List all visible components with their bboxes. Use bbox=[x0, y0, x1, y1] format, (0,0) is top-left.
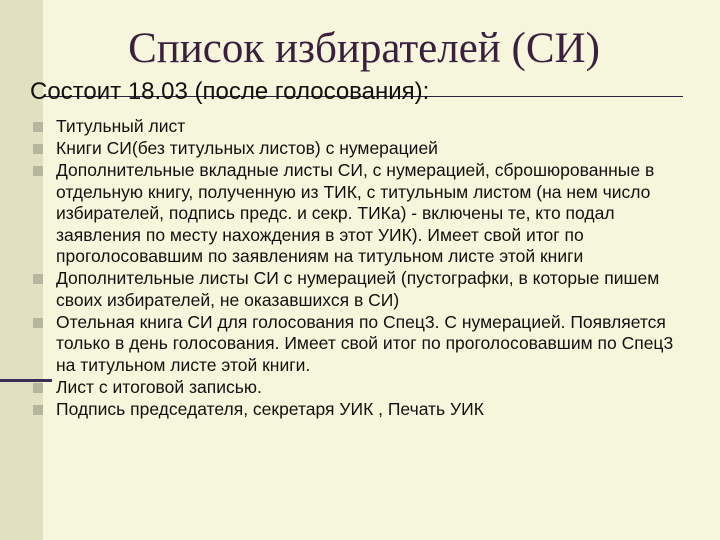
slide-title: Список избирателей (СИ) bbox=[128, 25, 600, 72]
list-item bbox=[0, 268, 720, 311]
list-item-text: Отельная книга СИ для голосования по Спец3. С нумерацией. Появляется только в день голосования. Имеет свой итог по проголосовавшим по Спец3 на титульном листе этой книги. bbox=[56, 311, 674, 375]
list-item-text: Книги СИ(без титульных листов) с нумерацией bbox=[56, 138, 438, 158]
list-item bbox=[0, 160, 720, 268]
list-item-text: Лист с итоговой записью. bbox=[56, 376, 262, 397]
square-bullet-icon bbox=[33, 318, 43, 328]
square-bullet-icon bbox=[33, 122, 43, 132]
square-bullet-icon bbox=[33, 144, 43, 154]
list-item bbox=[0, 138, 720, 160]
bullet-list bbox=[0, 116, 720, 421]
list-item-text: Титульный лист bbox=[56, 116, 186, 136]
list-item bbox=[0, 399, 720, 421]
list-item-text: Дополнительные листы СИ с нумерацией (пустографки, в которые пишем своих избирателей, не оказавшихся в СИ) bbox=[56, 268, 660, 310]
list-item bbox=[0, 377, 720, 399]
list-item bbox=[0, 312, 720, 377]
list-item bbox=[0, 116, 720, 138]
square-bullet-icon bbox=[33, 405, 43, 415]
list-item-text: Дополнительные вкладные листы СИ, с нумерацией, сброшюрованные в отдельную книгу, полученную из ТИК, с титульным листом (на нем число избирателей, подпись предс. и секр. ТИКа) - включены те, кто подал заявления по месту нахождения в этот УИК). Имеет свой итог по проголосовавшим по заявлениям на титульном листе этой книги bbox=[56, 160, 655, 266]
square-bullet-icon bbox=[33, 383, 43, 393]
square-bullet-icon bbox=[33, 274, 43, 284]
list-item-text: Подпись председателя, секретаря УИК , Печать УИК bbox=[56, 398, 484, 419]
square-bullet-icon bbox=[33, 166, 43, 176]
slide-subtitle: Состоит 18.03 (после голосования): bbox=[30, 78, 430, 105]
